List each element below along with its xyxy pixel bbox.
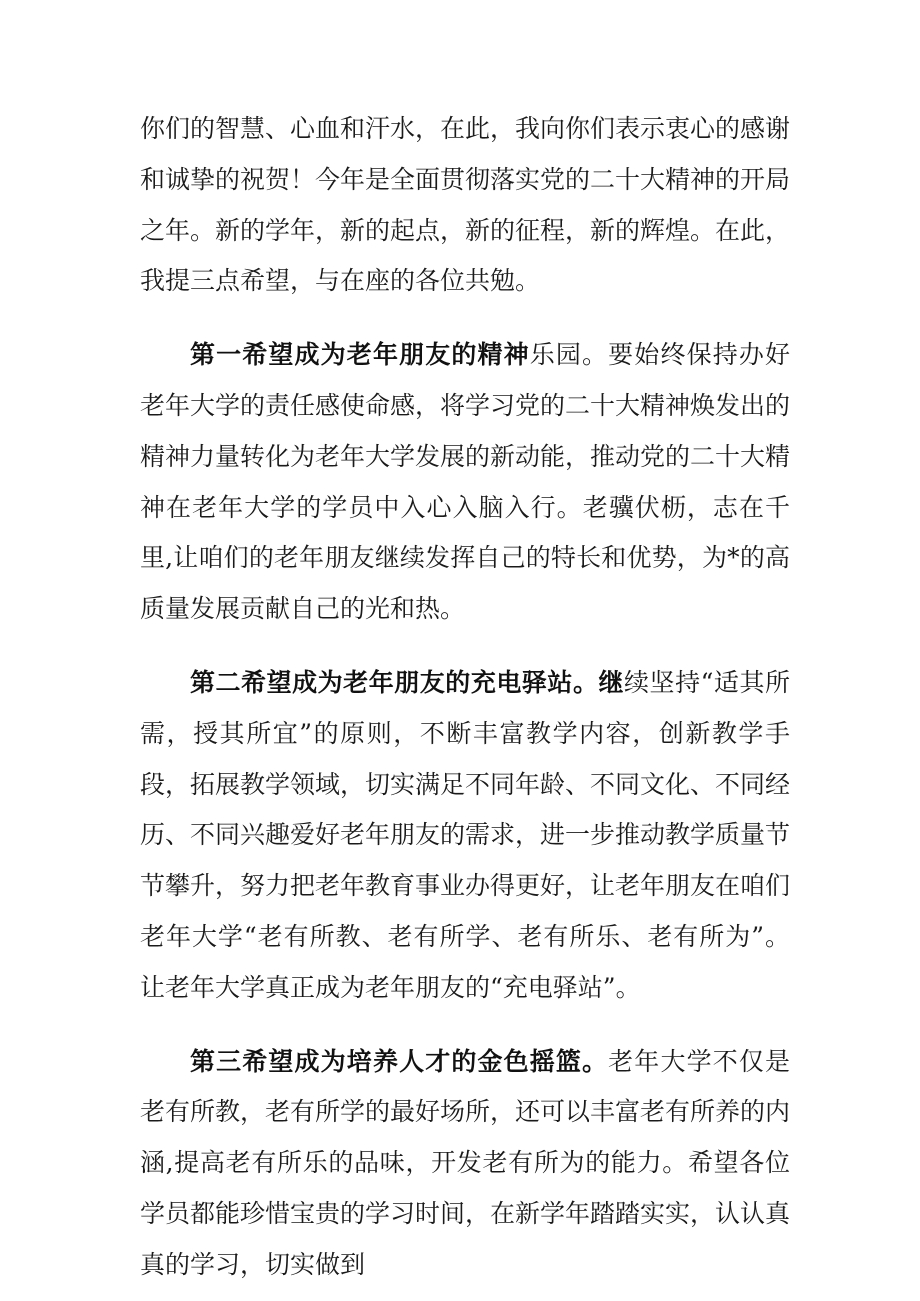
paragraph-intro [140,104,790,307]
document-body [140,104,790,1291]
paragraph-text: 乐园。要始终保持办好老年大学的责任感使命感，将学习党的二十大精神焕发出的精神力量转化为老年大学发展的新动能，推动党的二十大精神在老年大学的学员中入心入脑入行。老骥伏枥，志在千里,让咱们的老年朋友继续发挥自己的特长和优势，为*的高质量发展贡献自己的光和热。 [140,340,791,624]
paragraph-lead: 第二希望成为老年朋友的充电驿站。继 [190,667,625,697]
paragraph-text: 老年大学不仅是老有所教，老有所学的最好场所，还可以丰富老有所养的内涵,提高老有所乐的品味，开发老有所为的能力。希望各位学员都能珍惜宝贵的学习时间，在新学年踏踏实实，认认真真的学习，切实做到 [140,1046,791,1279]
paragraph-hope-one [140,330,790,635]
paragraph-text: 你们的智慧、心血和汗水，在此，我向你们表示衷心的感谢和诚挚的祝贺！今年是全面贯彻落实党的二十大精神的开局之年。新的学年，新的起点，新的征程，新的辉煌。在此，我提三点希望，与在座的各位共勉。 [140,114,791,296]
paragraph-lead: 第三希望成为培养人才的金色摇篮。 [190,1046,609,1076]
paragraph-lead: 第一希望成为老年朋友的精神 [190,340,530,370]
paragraph-hope-two [140,658,790,1014]
paragraph-text: 续坚持“适其所需，授其所宜”的原则，不断丰富教学内容，创新教学手段，拓展教学领域，切实满足不同年龄、不同文化、不同经历、不同兴趣爱好老年朋友的需求，进一步推动教学质量节节攀升，努力把老年教育事业办得更好，让老年朋友在咱们老年大学“老有所教、老有所学、老有所乐、老有所为”。让老年大学真正成为老年朋友的“充电驿站”。 [140,667,791,1002]
paragraph-hope-three [140,1037,790,1291]
